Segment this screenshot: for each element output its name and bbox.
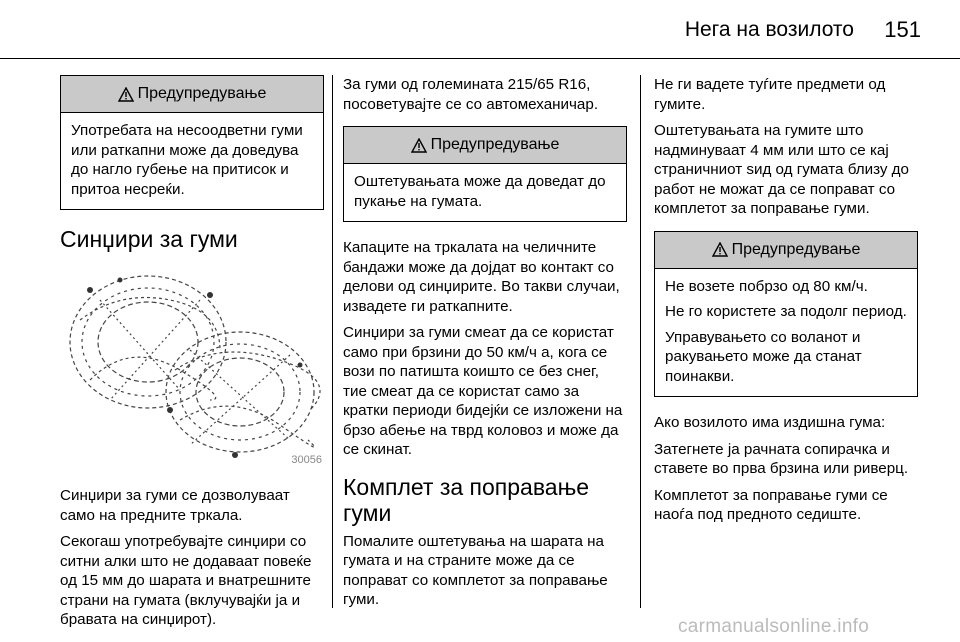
warning-header: [655, 232, 917, 269]
warning-triangle-icon: [411, 138, 427, 153]
paragraph: Синџири за гуми смеат да се користат само при брзини до 50 км/ч а, кога се вози по патишта коишто се без снег, тие смеат да се користат само за кратки периоди бидејќи се изложени на брзо абење на тврд коловоз и може да се скинат.: [343, 324, 623, 458]
section-heading: Синџири за гуми: [60, 226, 238, 252]
warning-triangle-icon: [118, 87, 134, 102]
header-title: Нега на возилото: [684, 18, 854, 41]
paragraph: Не ги вадете туѓите предмети од гумите.: [654, 76, 886, 113]
watermark: carmanualsonline.info: [678, 616, 870, 637]
warning-title: Предупредување: [731, 240, 861, 258]
warning-text: Не возете побрзо од 80 км/ч.: [665, 277, 868, 295]
column-2: [343, 75, 627, 617]
paragraph: Секогаш употребувајте синџири со ситни алки што не додаваат повеќе од 15 мм до шарата и внатрешните страни на гумата (вклучувајќи ја и бравата на синџирот).: [60, 533, 312, 628]
paragraph: Затегнете ја рачната сопирачка и ставете во прва брзина или риверц.: [654, 440, 909, 477]
warning-box: [654, 231, 918, 398]
snow-chains-illustration: [60, 260, 324, 470]
header-rule: [0, 58, 960, 59]
paragraph: Оштетувањата на гумите што надминуваат 4 мм или што се кај страничниот ѕид од гумата близу до работ не можат да се поправат со комплетот за поправање гуми.: [654, 122, 909, 217]
warning-text: Оштетувањата може да доведат до пукање на гумата.: [354, 173, 606, 210]
warning-text: Употребата на несоодветни гуми или раткапни може да доведува до нагло губење на притисок и притоа несреќи.: [71, 122, 303, 198]
warning-header: [344, 127, 626, 164]
warning-header: [61, 76, 323, 113]
paragraph: Ако возилото има издишна гума:: [654, 414, 886, 431]
page-number: 151: [884, 17, 921, 42]
warning-body: [655, 269, 917, 397]
warning-title: Предупредување: [137, 85, 267, 102]
warning-text: Не го користете за подолг период.: [665, 303, 907, 320]
warning-text: Управувањето со воланот и ракувањето може да станат поинакви.: [665, 328, 862, 385]
column-3: [654, 75, 918, 532]
warning-triangle-icon: [712, 242, 728, 257]
paragraph: За гуми од големината 215/65 R16, посоветувајте се со автомеханичар.: [343, 76, 599, 113]
warning-body: [344, 164, 626, 221]
figure-code: 30056: [291, 454, 322, 466]
warning-box: [343, 126, 627, 222]
warning-title: Предупредување: [430, 136, 560, 153]
section-heading: Комплет за поправање гуми: [343, 473, 590, 526]
paragraph: Помалите оштетувања на шарата на гумата и на страните може да се поправат со комплетот за поправање гуми.: [343, 532, 608, 608]
column-1: [60, 75, 324, 637]
warning-body: [61, 113, 323, 209]
paragraph: Капаците на тркалата на челичните бандажи може да дојдат во контакт со делови од синџирите. Во такви случаи, извадете ги раткапните.: [343, 239, 620, 315]
paragraph: Синџири за гуми се дозволуваат само на предните тркала.: [60, 487, 290, 524]
column-divider-2: [640, 75, 641, 608]
paragraph: Комплетот за поправање гуми се наоѓа под предното седиште.: [654, 486, 888, 523]
warning-box: [60, 75, 324, 210]
column-divider-1: [332, 75, 333, 608]
